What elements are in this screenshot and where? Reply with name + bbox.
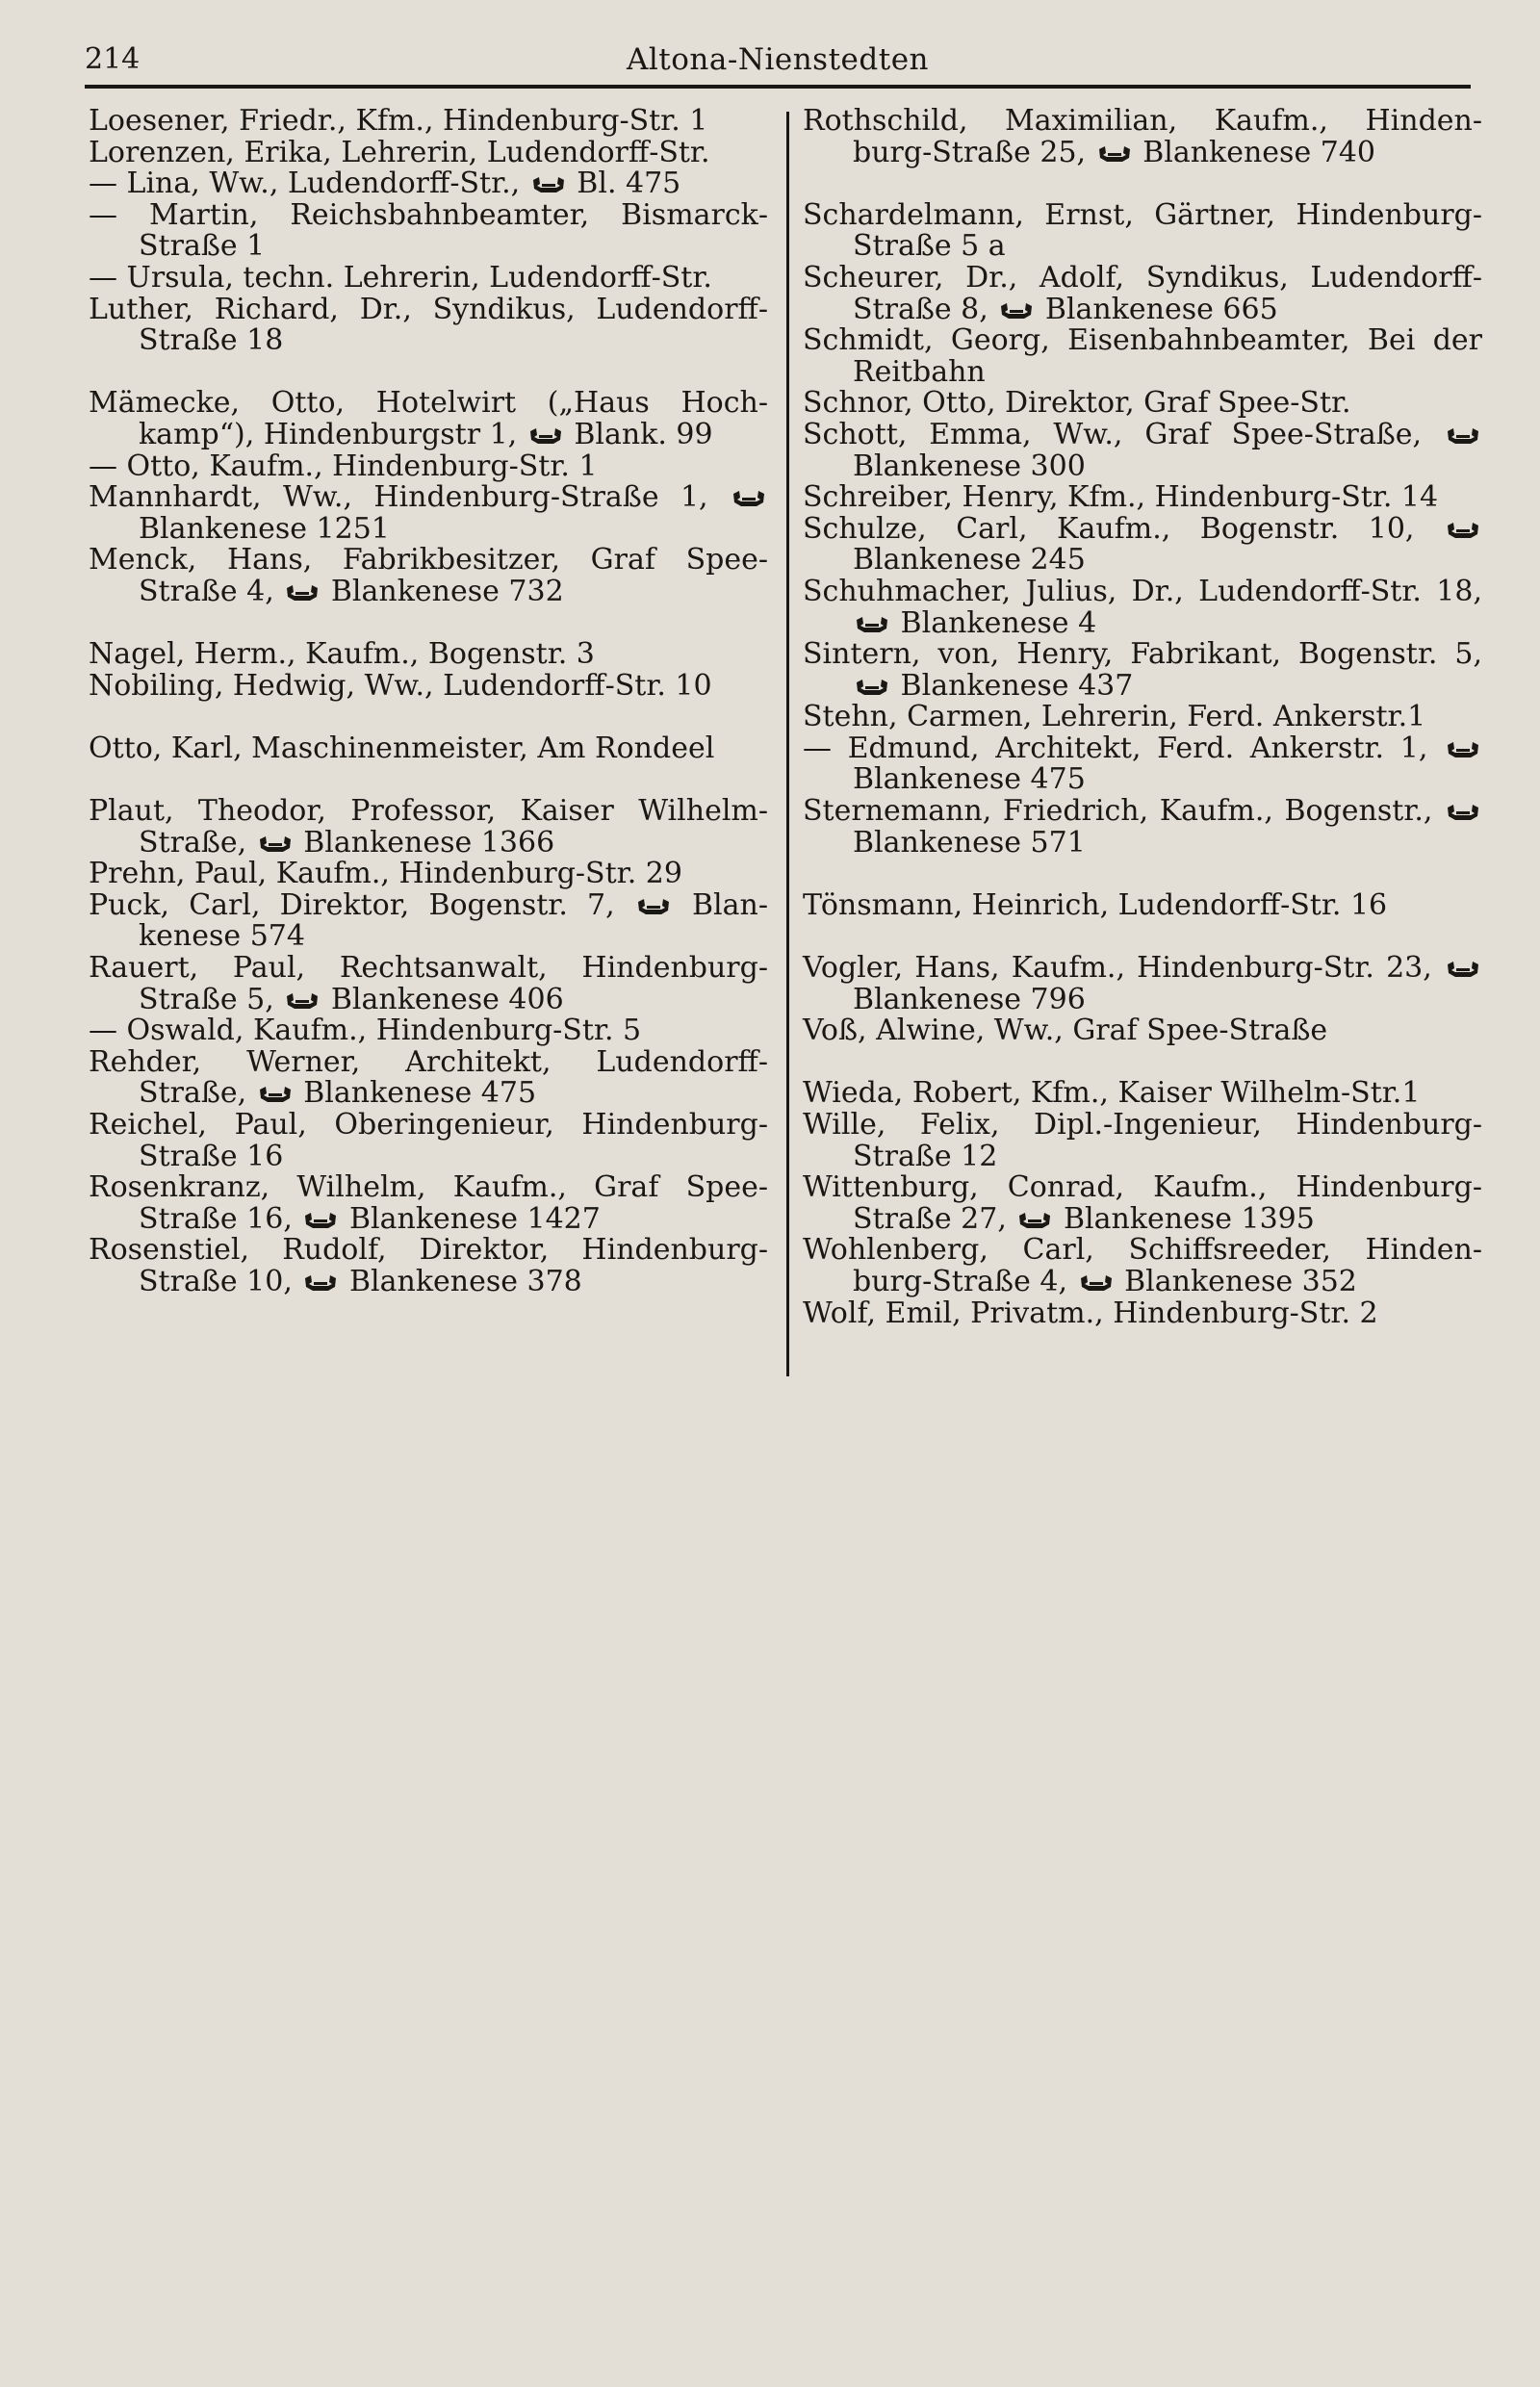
directory-entry [89, 197, 768, 264]
directory-entry [89, 639, 768, 671]
left-column [89, 106, 768, 1298]
directory-entry [89, 887, 768, 954]
telephone-icon [855, 615, 889, 634]
telephone-icon [732, 489, 766, 508]
right-column [803, 106, 1482, 1329]
telephone-icon [855, 678, 889, 697]
header-rule [85, 85, 1471, 89]
entry-text: Tönsmann, Heinrich, Ludendorff‑Str. 16 [803, 887, 1388, 922]
entry-text: Schuhmacher, Julius, Dr., Ludendorff‑Str. 18, [803, 574, 1482, 608]
directory-entry [89, 1044, 768, 1111]
directory-entry [803, 197, 1482, 264]
entry-text: Schmidt, Georg, Eisenbahnbeamter, Bei der Reitbahn [803, 323, 1482, 389]
phone-number: Blankenese 796 [853, 982, 1086, 1016]
directory-entry [89, 1172, 768, 1235]
directory-entry [89, 1235, 768, 1297]
telephone-icon [636, 897, 671, 916]
phone-number: Blankenese 475 [853, 762, 1086, 797]
directory-entry [803, 417, 1482, 483]
entry-text: Stehn, Carmen, Lehrerin, Ferd. Ankerstr.1 [803, 700, 1426, 734]
phone-number: Blankenese 1395 [1063, 1201, 1315, 1236]
telephone-icon [258, 834, 293, 854]
phone-number: Blankenese 378 [348, 1264, 582, 1298]
entry-text: Sternemann, Friedrich, Kaufm., Bogenstr., [803, 794, 1433, 829]
phone-number: Blankenese 740 [1142, 135, 1375, 169]
directory-entry [803, 1110, 1482, 1172]
entry-text: Nobiling, Hedwig, Ww., Ludendorff‑Str. 10 [89, 668, 712, 703]
directory-entry [89, 796, 768, 859]
telephone-icon [285, 991, 320, 1011]
entry-text: Rehder, Werner, Architekt, Ludendorff‑ Straße, [89, 1044, 768, 1111]
entry-text: Rauert, Paul, Rechtsanwalt, Hindenburg‑ Straße 5, [89, 951, 768, 1016]
telephone-icon [285, 583, 320, 603]
entry-text: Wolf, Emil, Privatm., Hindenburg‑Str. 2 [803, 1296, 1378, 1330]
directory-entry [803, 639, 1482, 702]
telephone-icon [303, 1211, 338, 1230]
directory-entry [803, 574, 1482, 640]
entry-text: Schulze, Carl, Kaufm., Bogenstr. 10, [803, 511, 1415, 546]
telephone-icon [1446, 960, 1480, 979]
phone-number: Blankenese 732 [330, 574, 564, 608]
phone-number: Blankenese 1427 [348, 1201, 601, 1236]
telephone-icon [531, 175, 566, 194]
directory-entry [89, 388, 768, 450]
phone-number: Blankenese 437 [900, 668, 1134, 703]
entry-text: — Ursula, techn. Lehrerin, Ludendorff‑Str. [89, 260, 712, 295]
entry-text: — Oswald, Kaufm., Hindenburg‑Str. 5 [89, 1014, 642, 1048]
entry-text: — Lina, Ww., Ludendorff‑Str., [89, 167, 521, 201]
phone-number: Blankenese 4 [900, 605, 1097, 640]
phone-number: Blankenese 1251 [139, 511, 390, 546]
directory-entry [89, 1015, 768, 1047]
directory-entry [803, 1078, 1482, 1110]
directory-entry [803, 1172, 1482, 1235]
phone-number: Blankenese 1366 [303, 825, 555, 860]
entry-text: Wille, Felix, Dipl.‑Ingenieur, Hindenburg‑ Straße 12 [803, 1108, 1482, 1173]
directory-entry [89, 545, 768, 607]
telephone-icon [258, 1085, 293, 1104]
phone-number: Blan‑ kenese 574 [139, 887, 768, 954]
entry-text: Puck, Carl, Direktor, Bogenstr. 7, [89, 887, 615, 922]
entry-text: Prehn, Paul, Kaufm., Hindenburg‑Str. 29 [89, 857, 682, 891]
directory-entry [803, 260, 1482, 326]
phone-number: Blankenese 245 [853, 543, 1086, 578]
entry-text: — Otto, Kaufm., Hindenburg‑Str. 1 [89, 449, 598, 483]
directory-entry [803, 482, 1482, 514]
entry-text: Sintern, von, Henry, Fabrikant, Bogenstr. 5, [803, 637, 1482, 672]
phone-number: Blankenese 406 [330, 982, 564, 1016]
entry-text: Lorenzen, Erika, Lehrerin, Ludendorff‑Str. [89, 135, 710, 169]
telephone-icon [528, 426, 563, 446]
telephone-icon [1446, 521, 1480, 540]
telephone-icon [1446, 426, 1480, 446]
directory-entry [803, 106, 1482, 168]
directory-entry [89, 733, 768, 765]
directory-entry [803, 1235, 1482, 1297]
telephone-icon [303, 1273, 338, 1293]
entry-text: Schott, Emma, Ww., Graf Spee‑Straße, [803, 417, 1423, 451]
entry-text: Otto, Karl, Maschinenmeister, Am Rondeel [89, 731, 715, 765]
entry-text: Rosenkranz, Wilhelm, Kaufm., Graf Spee‑ Straße 16, [89, 1170, 768, 1236]
entry-text: Schreiber, Henry, Kfm., Hindenburg‑Str. 14 [803, 480, 1439, 515]
phone-number: Blankenese 665 [1044, 292, 1278, 326]
running-title: Altona‑Nienstedten [626, 42, 930, 77]
telephone-icon [1446, 803, 1480, 822]
entry-text: Loesener, Friedr., Kfm., Hindenburg‑Str. 1 [89, 104, 708, 138]
entry-text: Mämecke, Otto, Hotelwirt („Haus Hoch‑ kamp“), Hindenburgstr 1, [89, 386, 768, 451]
entry-text: — Martin, Reichsbahnbeamter, Bismarck‑ Straße 1 [89, 197, 768, 264]
telephone-icon [1017, 1211, 1052, 1230]
phone-number: Blankenese 352 [1124, 1264, 1357, 1298]
directory-entry [89, 953, 768, 1015]
directory-entry [803, 953, 1482, 1015]
directory-entry [89, 168, 768, 200]
entry-text: — Edmund, Architekt, Ferd. Ankerstr. 1, [803, 731, 1428, 765]
phone-number: Blankenese 300 [853, 449, 1086, 483]
column-divider [786, 112, 789, 1376]
directory-entry [803, 388, 1482, 420]
directory-entry [89, 1110, 768, 1172]
entry-text: Luther, Richard, Dr., Syndikus, Ludendorff‑ Straße 18 [89, 292, 768, 358]
entry-text: Menck, Hans, Fabrikbesitzer, Graf Spee‑ Straße 4, [89, 543, 768, 608]
telephone-icon [1097, 144, 1132, 164]
directory-entry [803, 796, 1482, 859]
directory-entry [89, 260, 768, 295]
entry-text: Scheurer, Dr., Adolf, Syndikus, Ludendorff‑ Straße 8, [803, 260, 1482, 326]
directory-entry [803, 733, 1482, 796]
entry-text: Rosenstiel, Rudolf, Direktor, Hindenburg‑ Straße 10, [89, 1233, 768, 1298]
entry-text: Rothschild, Maximilian, Kaufm., Hinden‑ burg‑Straße 25, [803, 104, 1482, 169]
directory-entry [89, 106, 768, 138]
entry-text: Plaut, Theodor, Professor, Kaiser Wilhelm‑ Straße, [89, 794, 768, 860]
directory-entry [89, 451, 768, 483]
directory-entry [803, 511, 1482, 578]
directory-entry [803, 1298, 1482, 1330]
phone-number: Blank. 99 [574, 417, 713, 451]
directory-entry [89, 292, 768, 358]
entry-text: Nagel, Herm., Kaufm., Bogenstr. 3 [89, 637, 595, 672]
entry-text: Schardelmann, Ernst, Gärtner, Hindenburg‑ Straße 5 a [803, 197, 1482, 264]
phone-number: Blankenese 475 [303, 1076, 537, 1111]
entry-text: Schnor, Otto, Direktor, Graf Spee‑Str. [803, 386, 1351, 421]
entry-text: Wieda, Robert, Kfm., Kaiser Wilhelm‑Str.1 [803, 1076, 1421, 1111]
entry-text: Wohlenberg, Carl, Schiffsreeder, Hinden‑ burg‑Straße 4, [803, 1233, 1482, 1298]
directory-entry [803, 887, 1482, 922]
entry-text: Vogler, Hans, Kaufm., Hindenburg‑Str. 23, [803, 951, 1432, 986]
telephone-icon [1079, 1273, 1114, 1293]
directory-entry [89, 482, 768, 545]
phone-number: Blankenese 571 [853, 825, 1086, 860]
entry-text: Reichel, Paul, Oberingenieur, Hindenburg‑ Straße 16 [89, 1108, 768, 1173]
directory-entry [89, 668, 768, 703]
directory-entry [803, 325, 1482, 388]
entry-text: Wittenburg, Conrad, Kaufm., Hindenburg‑ Straße 27, [803, 1170, 1482, 1236]
directory-entry [89, 135, 768, 169]
telephone-icon [1446, 740, 1480, 759]
directory-entry [803, 1015, 1482, 1047]
entry-text: Voß, Alwine, Ww., Graf Spee‑Straße [803, 1014, 1328, 1048]
page-header [85, 42, 1471, 85]
telephone-icon [999, 301, 1034, 321]
directory-entry [803, 702, 1482, 733]
entry-text: Mannhardt, Ww., Hindenburg‑Straße 1, [89, 480, 708, 515]
directory-entry [89, 859, 768, 890]
page-number: 214 [85, 42, 141, 76]
phone-number: Bl. 475 [577, 167, 681, 201]
